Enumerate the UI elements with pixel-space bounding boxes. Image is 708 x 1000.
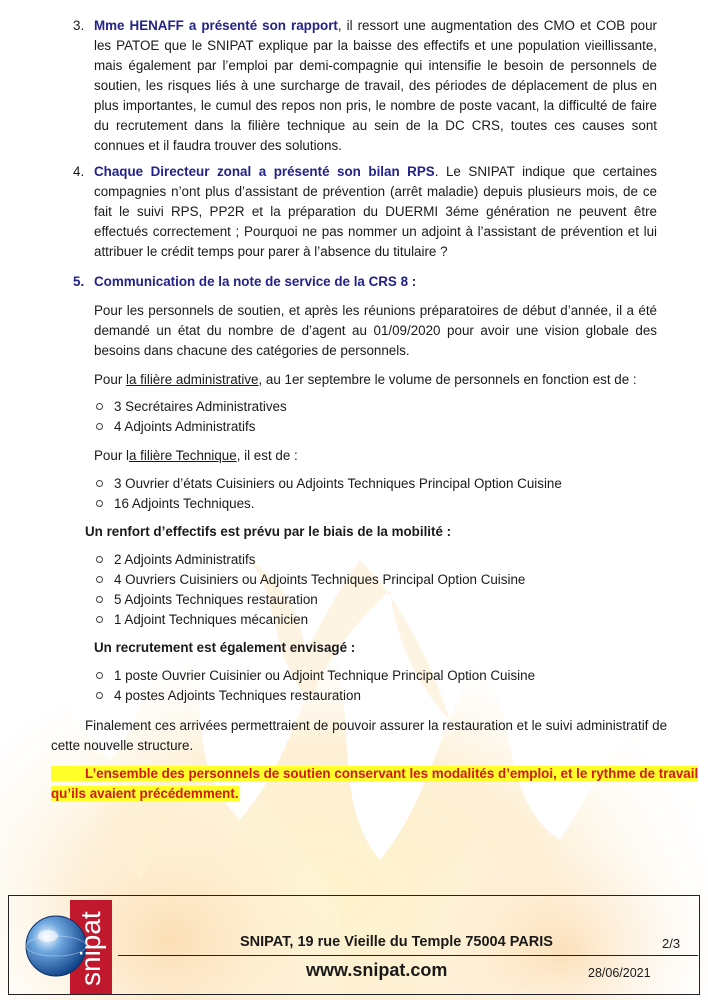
list-item: 2 Adjoints Administratifs xyxy=(94,550,525,570)
underlined-text: a filière Technique xyxy=(128,448,237,463)
admin-intro xyxy=(94,370,637,390)
highlighted-note-line-2 xyxy=(51,784,239,804)
item-text: . Le SNIPAT indique que certaines compagnies n’ont plus d’assistant de prévention (arrêt maladie) depuis plusieurs mois, de ce fait le suivi RPS, PP2R et la préparation du DUERMI 3éme génération ne peuvent être effectués correctement ; Pourquoi ne pas nommer un adjoint à l’assistant de prévention et lui attribuer le crédit temps pour parer à l’absence du titulaire ? xyxy=(94,164,657,259)
highlighted-text: L’ensemble des personnels de soutien conservant les modalités d’emploi, et le rythme de travail xyxy=(51,766,698,781)
conclusion-line-1: Finalement ces arrivées permettraient de pouvoir assurer la restauration et le suivi administratif de xyxy=(85,718,668,733)
footer-address: SNIPAT, 19 rue Vieille du Temple 75004 PARIS xyxy=(240,934,553,950)
paragraph-item-3 xyxy=(94,16,657,156)
text: Pour l xyxy=(94,448,129,463)
list-item: 3 Ouvrier d’états Cuisiniers ou Adjoints Techniques Principal Option Cuisine xyxy=(94,474,562,494)
logo-wordmark: snipat xyxy=(75,911,106,986)
underlined-text: la filière administrative xyxy=(126,372,259,387)
renfort-heading: Un renfort d’effectifs est prévu par le biais de la mobilité : xyxy=(85,524,452,539)
item-heading: Chaque Directeur zonal a présenté son bilan RPS xyxy=(94,164,435,179)
list-item: 4 Ouvriers Cuisiniers ou Adjoints Techniques Principal Option Cuisine xyxy=(94,570,525,590)
tech-list xyxy=(94,474,562,514)
item-number: 5. xyxy=(73,274,85,289)
recrutement-list xyxy=(94,666,535,706)
recrutement-heading: Un recrutement est également envisagé : xyxy=(94,640,356,655)
text: Pour xyxy=(94,372,127,387)
admin-list xyxy=(94,397,287,437)
list-item: 4 Adjoints Administratifs xyxy=(94,417,287,437)
item-number: 4. xyxy=(73,164,85,179)
item-number: 3. xyxy=(73,18,85,33)
text: , il est de : xyxy=(236,448,298,463)
footer-date: 28/06/2021 xyxy=(588,966,651,980)
list-item: 3 Secrétaires Administratives xyxy=(94,397,287,417)
snipat-logo xyxy=(14,898,114,996)
list-item: 5 Adjoints Techniques restauration xyxy=(94,590,525,610)
list-item: 1 Adjoint Techniques mécanicien xyxy=(94,610,525,630)
renfort-list xyxy=(94,550,525,630)
highlighted-text: qu’ils avaient précédemment. xyxy=(51,786,239,801)
section-intro: Pour les personnels de soutien, et après les réunions préparatoires de début d’année, il a été demandé un état du nombre de d’agent au 01/09/2020 pour avoir une vision globale des besoins dans chacune des catégories de personnels. xyxy=(94,303,657,358)
footer-divider xyxy=(118,955,698,956)
text: , au 1er septembre le volume de personnels en fonction est de : xyxy=(258,372,637,387)
highlighted-note-line-1 xyxy=(51,764,698,784)
list-item: 4 postes Adjoints Techniques restauration xyxy=(94,686,535,706)
list-item: 1 poste Ouvrier Cuisinier ou Adjoint Technique Principal Option Cuisine xyxy=(94,666,535,686)
conclusion-line-2: cette nouvelle structure. xyxy=(51,738,194,753)
paragraph-item-4 xyxy=(94,162,657,262)
tech-intro xyxy=(94,446,298,466)
footer-website-link[interactable]: www.snipat.com xyxy=(306,960,448,980)
page-number: 2/3 xyxy=(662,936,681,951)
list-item: 16 Adjoints Techniques. xyxy=(94,494,562,514)
item-heading: Mme HENAFF a présenté son rapport xyxy=(94,18,338,33)
item-heading: Communication de la note de service de la CRS 8 : xyxy=(94,274,417,289)
item-text: , il ressort une augmentation des CMO et COB pour les PATOE que le SNIPAT explique par la baisse des effectifs et une population vieillissante, mais également par l’emploi par demi-compagnie qui intensifie le besoin de personnels de soutien, les risques liés à une surcharge de travail, des périodes de déplacement de plus en plus importantes, le cumul des repos non pris, le nombre de poste vacant, la difficulté de faire du recrutement dans la filière technique au sein de la DC CRS, toutes ces causes sont connues et il faudra trouver des solutions. xyxy=(94,18,657,153)
